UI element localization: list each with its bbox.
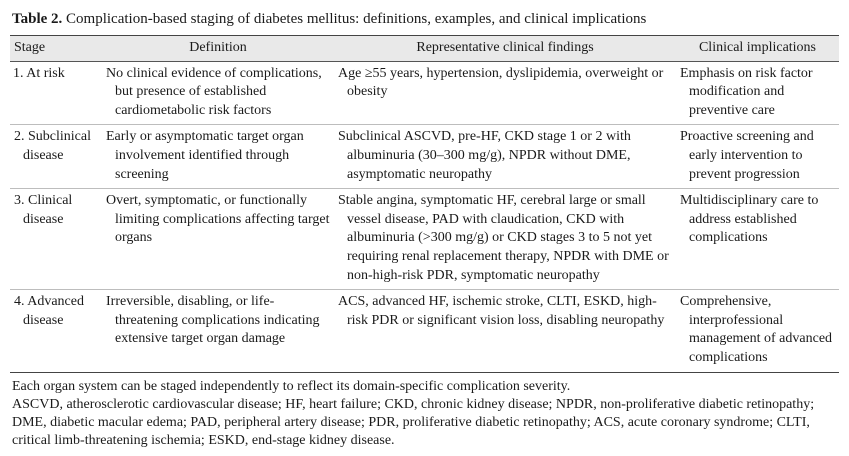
- table-header-row: [10, 36, 839, 62]
- implications-cell: Multidisciplinary care to address established complications: [676, 189, 839, 290]
- implications-cell: Proactive screening and early intervention to prevent progression: [676, 125, 839, 189]
- table-title-label: Table 2.: [12, 11, 63, 27]
- findings-cell: Stable angina, symptomatic HF, cerebral large or small vessel disease, PAD with claudication, CKD with albuminuria (>300 mg/g) or CKD stages 3 to 5 not yet requiring renal replacement therapy, NPDR with DME or non-high-risk PDR, symptomatic neuropathy: [334, 189, 676, 290]
- definition-cell: No clinical evidence of complications, but presence of established cardiometabolic risk factors: [102, 61, 334, 125]
- stage-cell: 4. Advanced disease: [10, 290, 102, 372]
- findings-cell: Age ≥55 years, hypertension, dyslipidemia, overweight or obesity: [334, 61, 676, 125]
- table-row: [10, 290, 839, 372]
- stage-cell: 3. Clinical disease: [10, 189, 102, 290]
- staging-table: [10, 35, 839, 373]
- findings-cell: ACS, advanced HF, ischemic stroke, CLTI, ESKD, high-risk PDR or significant vision loss, disabling neuropathy: [334, 290, 676, 372]
- findings-cell: Subclinical ASCVD, pre-HF, CKD stage 1 or 2 with albuminuria (30–300 mg/g), NPDR without DME, asymptomatic neuropathy: [334, 125, 676, 189]
- definition-cell: Early or asymptomatic target organ involvement identified through screening: [102, 125, 334, 189]
- table-title-text: Complication-based staging of diabetes mellitus: definitions, examples, and clinical implications: [66, 11, 647, 27]
- table-title: [12, 9, 839, 29]
- table-row: [10, 61, 839, 125]
- column-header-implications: Clinical implications: [676, 36, 839, 62]
- column-header-definition: Definition: [102, 36, 334, 62]
- footnote-abbreviations: ASCVD, atherosclerotic cardiovascular disease; HF, heart failure; CKD, chronic kidney disease; NPDR, non-proliferative diabetic retinopathy; DME, diabetic macular edema; PAD, peripheral artery disease; PDR, proliferative diabetic retinopathy; ACS, acute coronary syndrome; CLTI, critical limb-threatening ischemia; ESKD, end-stage kidney disease.: [12, 396, 815, 449]
- stage-cell: 2. Subclinical disease: [10, 125, 102, 189]
- footnote-staging: Each organ system can be staged independently to reflect its domain-specific complication severity.: [12, 378, 571, 394]
- column-header-stage: Stage: [10, 36, 102, 62]
- definition-cell: Overt, symptomatic, or functionally limiting complications affecting target organs: [102, 189, 334, 290]
- table-row: [10, 189, 839, 290]
- table-row: [10, 125, 839, 189]
- stage-cell: 1. At risk: [10, 61, 102, 125]
- definition-cell: Irreversible, disabling, or life-threatening complications indicating extensive target organ damage: [102, 290, 334, 372]
- column-header-findings: Representative clinical findings: [334, 36, 676, 62]
- table-footnotes: [12, 378, 839, 451]
- implications-cell: Emphasis on risk factor modification and preventive care: [676, 61, 839, 125]
- implications-cell: Comprehensive, interprofessional management of advanced complications: [676, 290, 839, 372]
